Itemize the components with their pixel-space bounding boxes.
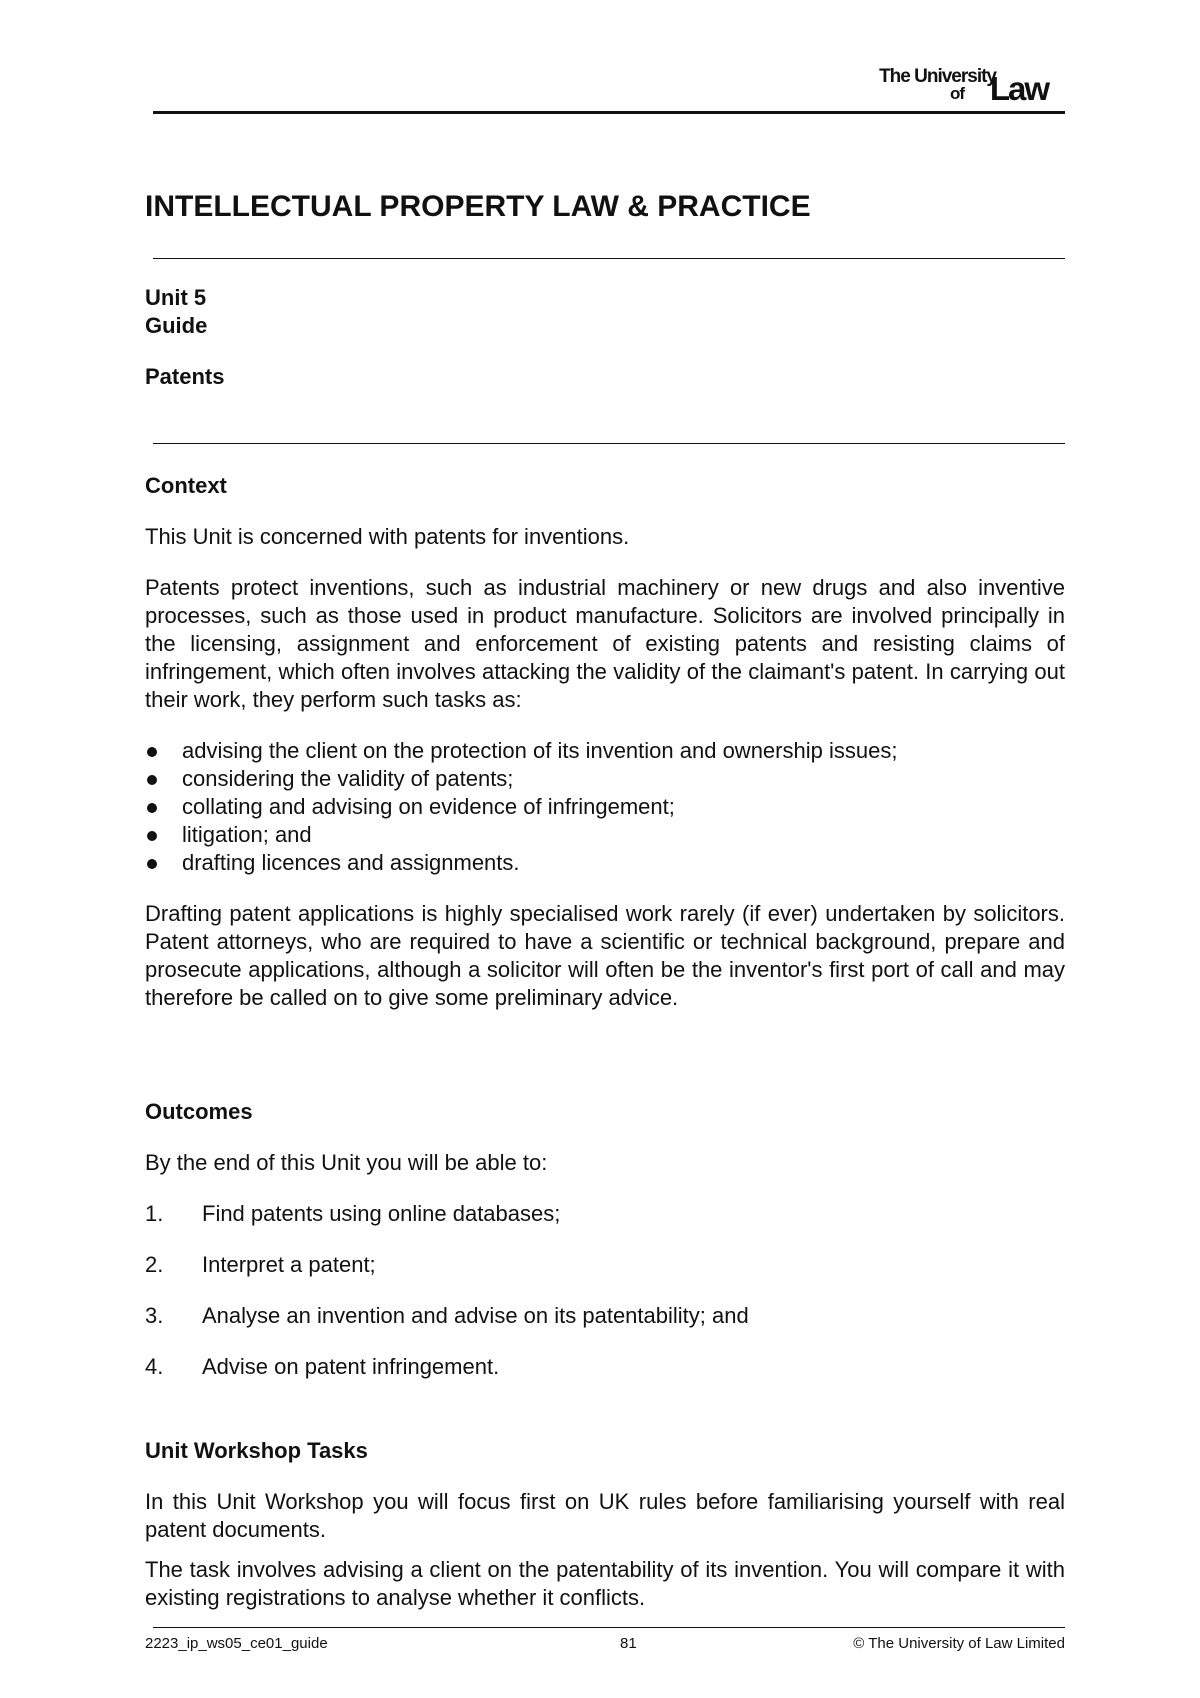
document-code: 2223_ip_ws05_ce01_guide: [145, 1635, 328, 1652]
list-item: collating and advising on evidence of infringement;: [145, 793, 1065, 821]
header-rule: [153, 111, 1065, 114]
bullet-icon: [147, 831, 157, 841]
title-rule: [153, 258, 1065, 259]
logo-text-line2: of: [949, 84, 964, 103]
logo-text-big: Law: [989, 70, 1048, 107]
outcomes-intro: By the end of this Unit you will be able to:: [145, 1150, 548, 1175]
context-heading: Context: [145, 473, 227, 498]
topic-label: Patents: [145, 364, 225, 389]
context-paragraph-1: Patents protect inventions, such as industrial machinery or new drugs and also inventive processes, such as those used in product manufacture. Solicitors are involved principally in the licensing, assignment and enforcement of existing patents and resisting claims of infringement, which often involves attacking the validity of the claimant's patent. In carrying out their work, they perform such tasks as:: [145, 575, 1065, 712]
workshop-heading: Unit Workshop Tasks: [145, 1438, 368, 1463]
footer-rule: [153, 1627, 1065, 1628]
copyright-notice: © The University of Law Limited: [853, 1635, 1065, 1652]
bullet-icon: [147, 747, 157, 757]
task-bullet-list: [145, 737, 1065, 877]
workshop-paragraph-1: In this Unit Workshop you will focus first on UK rules before familiarising yourself with real patent documents.: [145, 1489, 1065, 1542]
workshop-paragraph-2: The task involves advising a client on the patentability of its invention. You will compare it with existing registrations to analyse whether it conflicts.: [145, 1557, 1065, 1610]
context-paragraph-2: Drafting patent applications is highly specialised work rarely (if ever) undertaken by solicitors. Patent attorneys, who are required to have a scientific or technical background, prepare and prosecute applications, although a solicitor will often be the inventor's first port of call and may therefore be called on to give some preliminary advice.: [145, 901, 1065, 1010]
outcome-item: 1. Find patents using online databases;: [145, 1201, 561, 1226]
unit-label: Unit 5: [145, 285, 207, 310]
page-footer: [145, 1634, 1065, 1654]
outcomes-heading: Outcomes: [145, 1099, 253, 1124]
guide-label: Guide: [145, 313, 208, 338]
outcome-item: 2. Interpret a patent;: [145, 1252, 376, 1277]
list-item: litigation; and: [145, 821, 1065, 849]
bullet-icon: [147, 859, 157, 869]
list-item: advising the client on the protection of its invention and ownership issues;: [145, 737, 1065, 765]
section-rule: [153, 443, 1065, 444]
bullet-icon: [147, 775, 157, 785]
list-item: drafting licences and assignments.: [145, 849, 1065, 877]
bullet-icon: [147, 803, 157, 813]
list-item: considering the validity of patents;: [145, 765, 1065, 793]
outcome-item: 3. Analyse an invention and advise on its patentability; and: [145, 1303, 749, 1328]
university-logo: [838, 66, 1048, 106]
document-title: INTELLECTUAL PROPERTY LAW & PRACTICE: [145, 190, 811, 223]
page-number: 81: [620, 1635, 637, 1652]
logo-text-line1: The University: [879, 66, 996, 87]
context-intro: This Unit is concerned with patents for inventions.: [145, 524, 630, 549]
outcome-item: 4. Advise on patent infringement.: [145, 1354, 500, 1379]
